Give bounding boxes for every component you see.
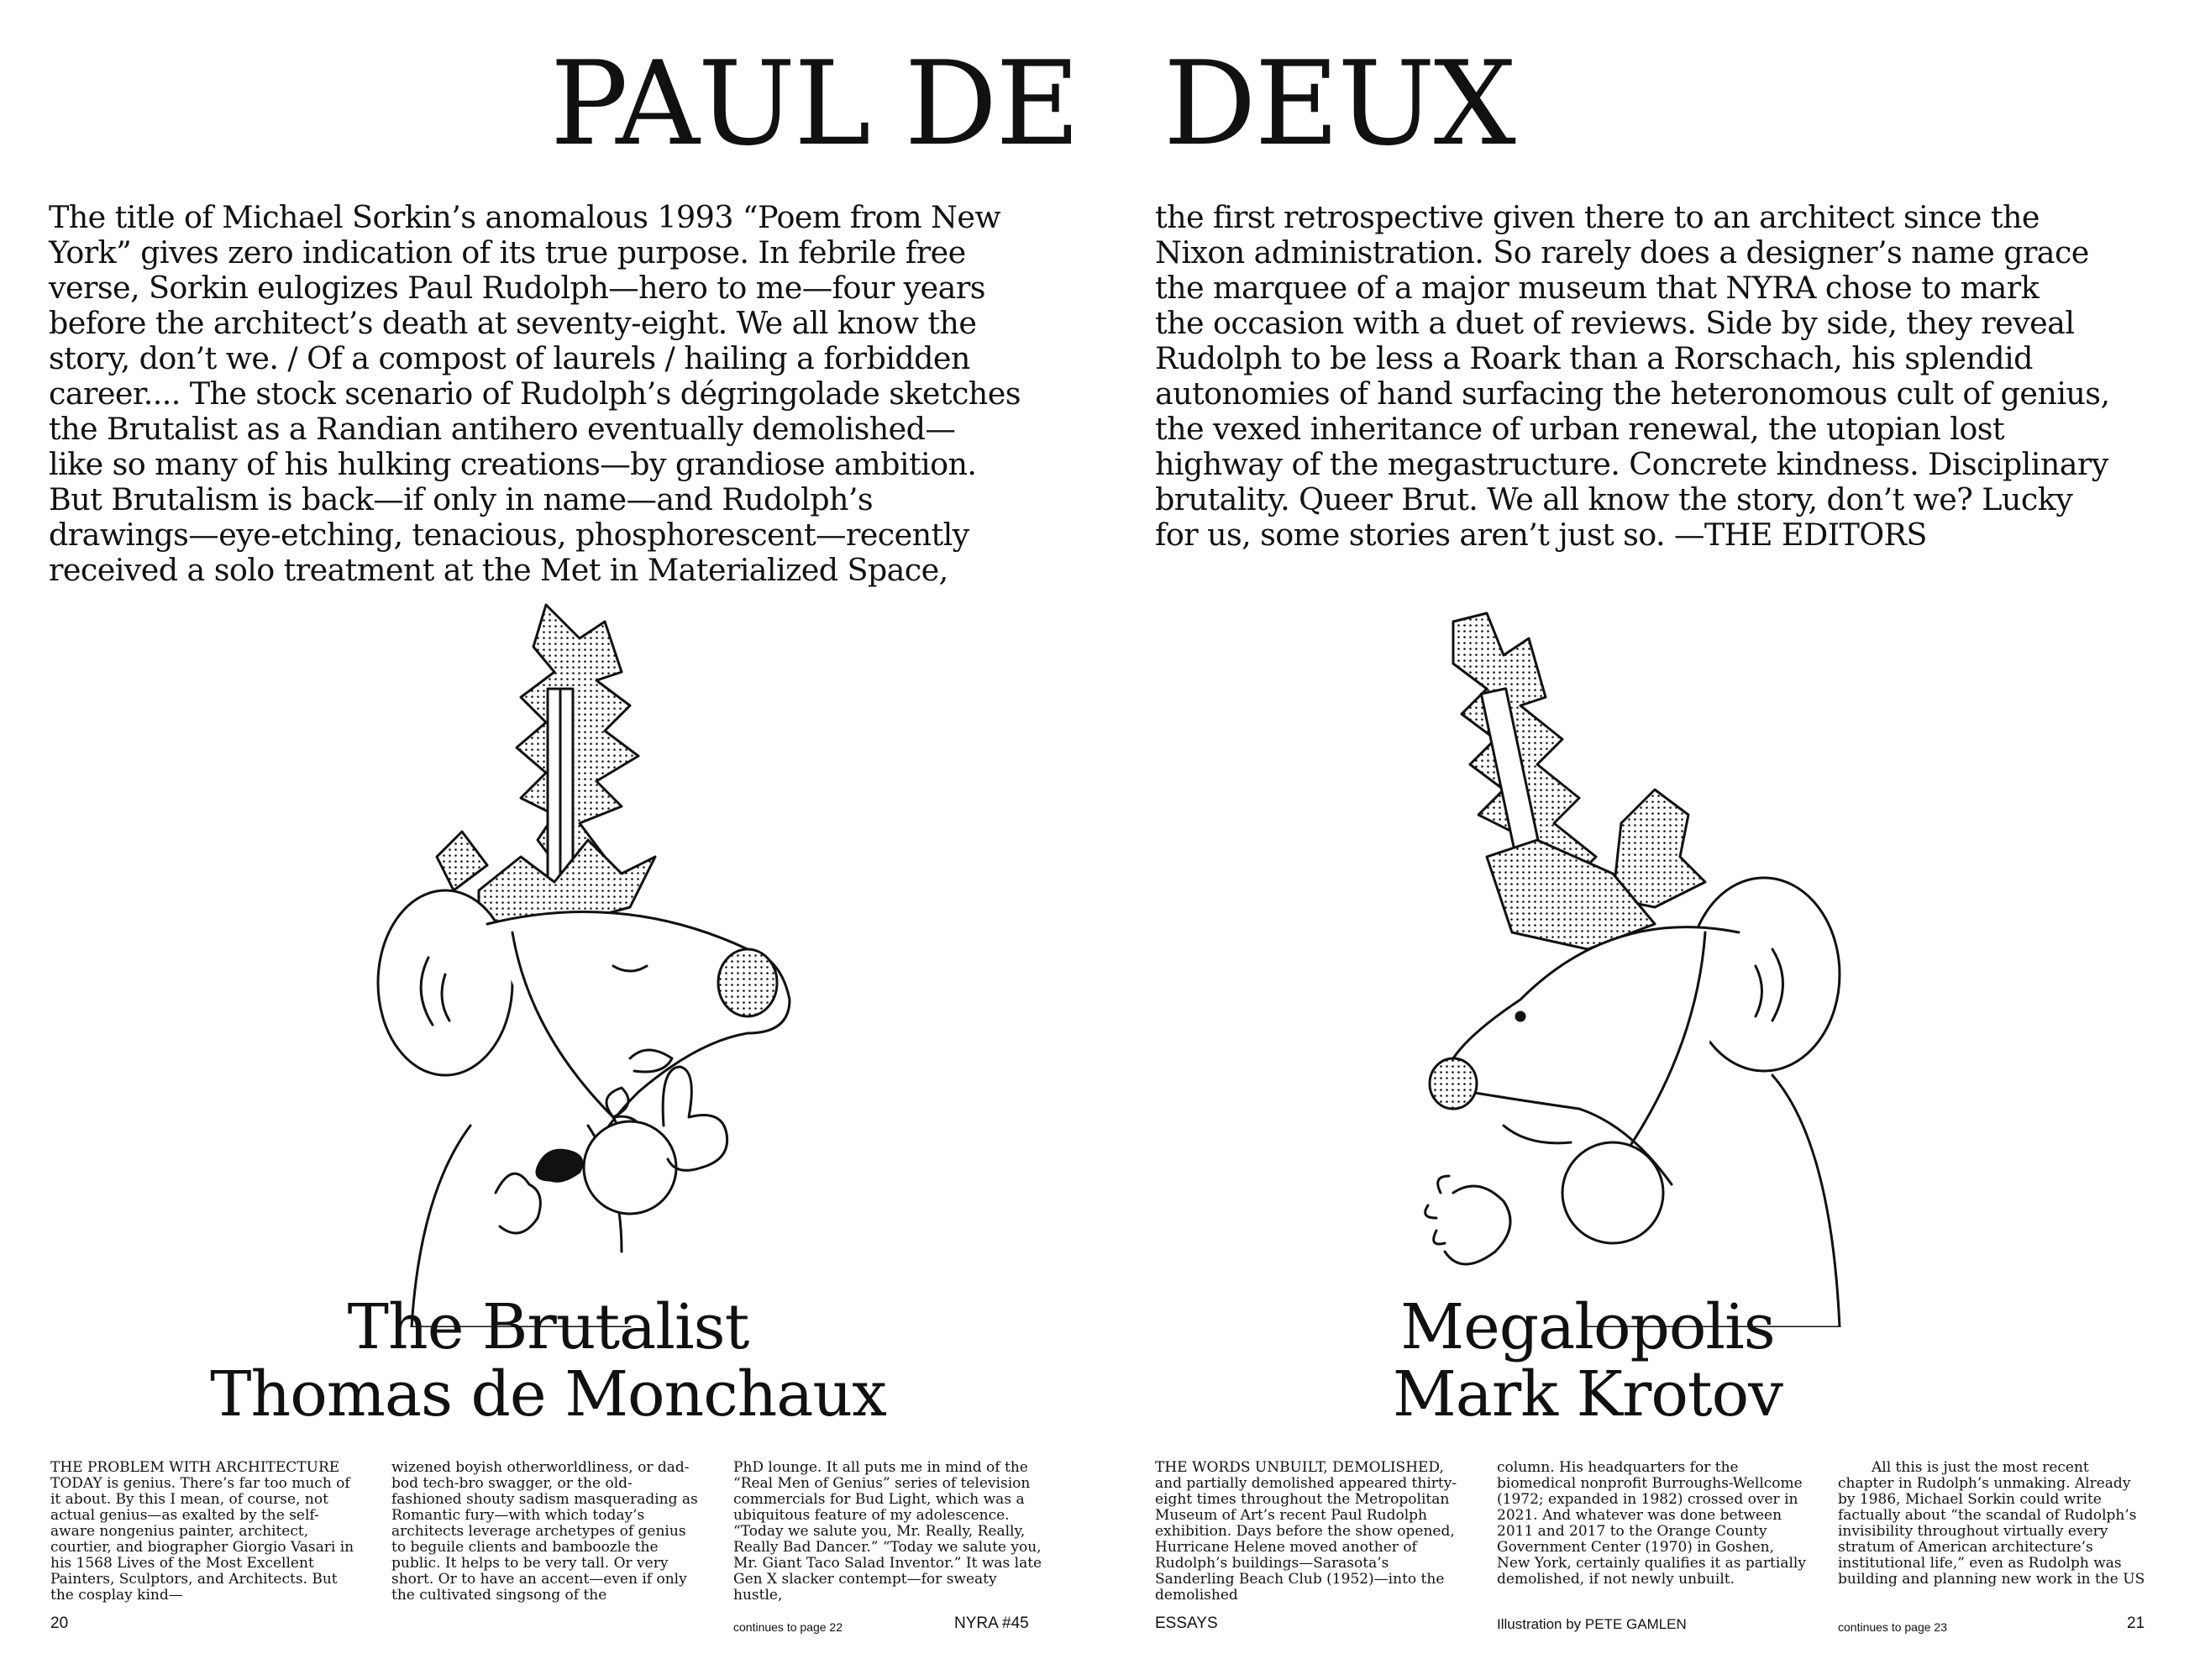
illustration-credit: Illustration by PETE GAMLEN [1497, 1616, 1687, 1632]
magazine-issue: NYRA #45 [954, 1614, 1029, 1632]
column-text: is genius. There’s far too much of it about. By this I mean, of course, not actual genius—as exalted by the self-aware nongenius painter, architect, courtier, and biographer Giorgio Vasari in his 1568 Lives of the Most Excellent Painters, Sculptors, and Architects. But the cosplay kind— [50, 1475, 354, 1604]
lead-in-left: THE PROBLEM WITH ARCHITECTURE TODAY [50, 1459, 340, 1492]
mouse-with-megastructure-hat-icon [1403, 605, 1873, 1327]
section-label: ESSAYS [1155, 1614, 1218, 1632]
intro-paragraph-right: the first retrospective given there to an architect since the Nixon administration. So rarely does a designer’s name grace the marquee of a major museum that NYRA chose to mark the occasion with a duet of reviews. Side by side, they reveal Rudolph to be less a Roark than a Rorschach, his splendid autonomies of hand surfacing the heteronomous cult of genius, the vexed inheritance of urban renewal, the utopian lost highway of the megastructure. Concrete kindness. Disciplinary brutality. Queer Brut. We all know the story, don’t we? Lucky for us, some stories aren’t just so. —THE EDITORS [1155, 199, 2110, 553]
essay-title-right: Megalopolis [1400, 1291, 1775, 1363]
essay-heading-left [118, 1291, 979, 1431]
column-text: and partially demolished appeared thirty-eight times throughout the Metropolitan Museum of Art’s recent Paul Rudolph exhibition. Days before the show opened, Hurricane Helene moved another of Rudolph’s buildings—Sarasota’s Sanderling Beach Club (1952)—into the demolished [1155, 1475, 1457, 1604]
page-number-left: 20 [50, 1614, 69, 1632]
headline-left: PAUL DE [550, 36, 1079, 171]
essay-author-left: Thomas de Monchaux [210, 1358, 886, 1431]
essay-heading-right [1302, 1291, 1873, 1431]
body-column-left-3: PhD lounge. It all puts me in mind of the “Real Men of Genius” series of television commercials for Bud Light, which was a ubiquitous feature of my adolescence. “Today we salute you, Mr. Really, Really, Really Bad Dancer.” “Today we salute you, Mr. Giant Taco Salad Inventor.” It was late Gen X slacker contempt—for sweaty hustle, [733, 1459, 1042, 1604]
body-column-left-2: wizened boyish otherworldliness, or dad-bod tech-bro swagger, or the old-fashioned shouty sadism masquerading as Romantic fury—with which today’s architects leverage archetypes of genius to beguile clients and bamboozle the public. It helps to be very tall. Or very short. Or to have an accent—even if only the cultivated singsong of the [391, 1459, 698, 1604]
continues-link-right: continues to page 23 [1838, 1620, 1947, 1634]
mouse-with-brutalist-hat-icon [353, 588, 823, 1327]
headline-right: DEUX [1163, 36, 1515, 171]
intro-paragraph-left: The title of Michael Sorkin’s anomalous 1993 “Poem from New York” gives zero indication of its true purpose. In febrile free verse, Sorkin eulogizes Paul Rudolph—hero to me—four years before the architect’s death at seventy-eight. We all know the story, don’t we. / Of a compost of laurels / hailing a forbidden career.... The stock scenario of Rudolph’s dégringolade sketches the Brutalist as a Randian antihero eventually demolished— like so many of his hulking creations—by grandiose ambition. But Brutalism is back—if only in name—and Rudolph’s drawings—eye-etching, tenacious, phosphorescent—recently received a solo treatment at the Met in Materialized Space, [49, 199, 1021, 588]
page-number-right: 21 [2127, 1614, 2145, 1632]
essay-title-left: The Brutalist [347, 1291, 749, 1363]
body-column-right-1 [1155, 1460, 1466, 1604]
essay-author-right: Mark Krotov [1393, 1358, 1782, 1431]
continues-link-left: continues to page 22 [733, 1620, 843, 1634]
body-column-left-1 [50, 1460, 361, 1604]
body-column-right-2: column. His headquarters for the biomedical nonprofit Burroughs-Wellcome (1972; expanded in 1982) crossed over in 2021. And whatever was done between 2011 and 2017 to the Orange County Government Center (1970) in Goshen, New York, certainly qualifies it as partially demolished, if not newly unbuilt. [1497, 1459, 1806, 1588]
lead-in-right: THE WORDS UNBUILT, DEMOLISHED, [1155, 1459, 1444, 1476]
body-column-right-3: All this is just the most recent chapter in Rudolph’s unmaking. Already by 1986, Michael Sorkin could write factually about “the scandal of Rudolph’s invisibility throughout virtually every stratum of American architecture’s institutional life,” even as Rudolph was building and planning new work in the US [1838, 1459, 2145, 1588]
